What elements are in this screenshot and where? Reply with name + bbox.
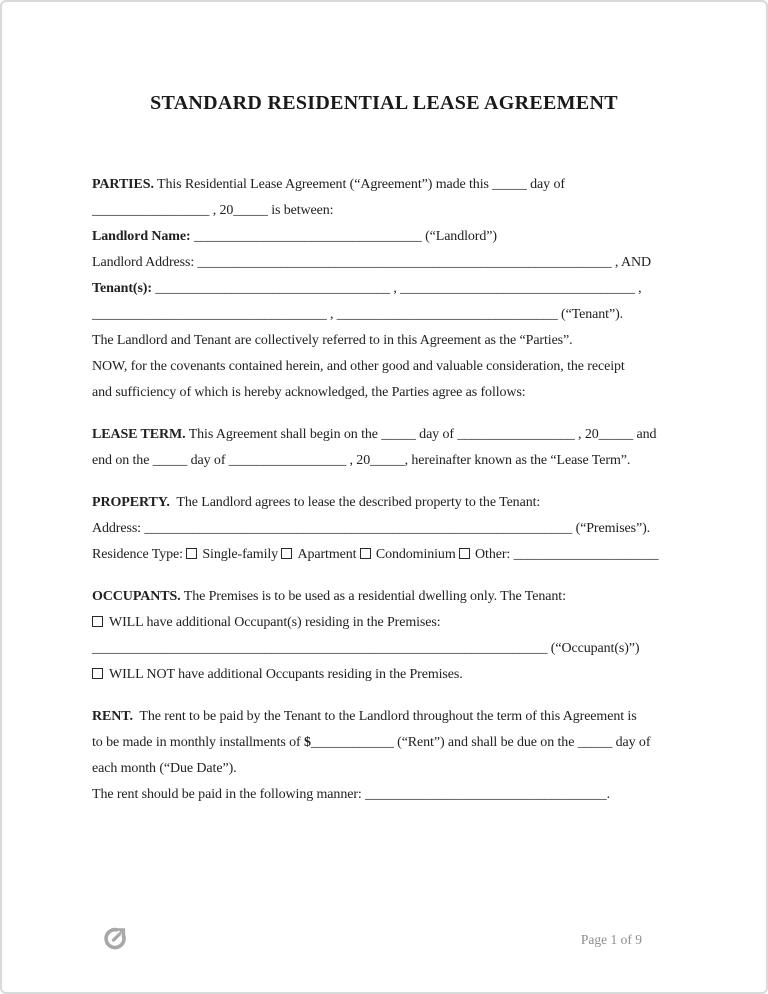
section-parties — [92, 172, 676, 406]
landlord-name-line — [92, 224, 676, 250]
section-property — [92, 490, 676, 568]
occupants-blank-line: __________________________________________________________________ (“Occupant(s)”) — [92, 641, 640, 656]
landlord-name-label: Landlord Name: — [92, 229, 191, 244]
section-occupants — [92, 584, 676, 688]
rent-heading: RENT. — [92, 709, 133, 724]
residence-option-other: Other: — [475, 547, 511, 562]
rent-line1 — [92, 704, 676, 730]
section-rent — [92, 704, 676, 808]
section-lease-term — [92, 422, 676, 474]
page-number: Page 1 of 9 — [580, 932, 642, 947]
property-heading: PROPERTY. — [92, 495, 170, 510]
rent-dollar-sign: $ — [304, 735, 311, 750]
tenants-line2: __________________________________ , ________________________________ (“Tenant”). — [92, 307, 624, 322]
property-line1 — [92, 490, 676, 516]
checkbox-single-family[interactable] — [186, 548, 197, 559]
landlord-address-line: Landlord Address: ____________________________________________________________ , AND — [92, 255, 651, 270]
checkbox-will-not-occupants[interactable] — [92, 668, 103, 679]
residence-option-apartment: Apartment — [297, 547, 360, 562]
checkbox-other[interactable] — [459, 548, 470, 559]
checkbox-apartment[interactable] — [281, 548, 292, 559]
eforms-logo-icon — [102, 924, 128, 952]
checkbox-condominium[interactable] — [360, 548, 371, 559]
parties-intro-text: This Residential Lease Agreement (“Agreement”) made this _____ day of — [153, 177, 565, 192]
residence-type-line — [92, 542, 676, 568]
residence-type-label: Residence Type: — [92, 547, 187, 562]
occupants-will-not-line — [92, 662, 676, 688]
lease-term-heading: LEASE TERM. — [92, 427, 186, 442]
parties-intro-line2: _________________ , 20_____ is between: — [92, 203, 334, 218]
occupants-will-not-text: WILL NOT have additional Occupants residing in the Premises. — [109, 667, 463, 682]
parties-covenant-line1: NOW, for the covenants contained herein, and other good and valuable consideration, the receipt — [92, 359, 625, 374]
rent-line3: each month (“Due Date”). — [92, 761, 237, 776]
residence-other-blank: _____________________ — [510, 547, 659, 562]
rent-amount-blank: ____________ — [310, 735, 394, 750]
occupants-will-line — [92, 610, 676, 636]
residence-option-condominium: Condominium — [375, 547, 460, 562]
occupants-line1 — [92, 584, 676, 610]
property-text1: The Landlord agrees to lease the described property to the Tenant: — [169, 495, 541, 510]
tenants-label: Tenant(s): — [92, 281, 152, 296]
tenants-line1 — [92, 276, 676, 302]
document-title: STANDARD RESIDENTIAL LEASE AGREEMENT — [150, 92, 618, 114]
occupants-will-text: WILL have additional Occupant(s) residing in the Premises: — [109, 615, 441, 630]
rent-line2 — [92, 730, 676, 756]
tenants-blank-1: __________________________________ , __________________________________ , — [151, 281, 642, 296]
parties-intro-line1 — [92, 172, 676, 198]
property-address-line: Address: ______________________________________________________________ (“Premises”). — [92, 521, 651, 536]
occupants-heading: OCCUPANTS. — [92, 589, 181, 604]
lease-term-line1 — [92, 422, 676, 448]
rent-due-text: (“Rent”) and shall be due on the _____ day of — [393, 735, 651, 750]
parties-collective-note: The Landlord and Tenant are collectively referred to in this Agreement as the “Parties”. — [92, 333, 573, 348]
lease-term-line2: end on the _____ day of _________________ , 20_____, hereinafter known as the “Lease Term”. — [92, 453, 631, 468]
rent-installments-text: to be made in monthly installments of — [92, 735, 305, 750]
parties-heading: PARTIES. — [92, 177, 154, 192]
parties-covenant-line2: and sufficiency of which is hereby acknowledged, the Parties agree as follows: — [92, 385, 526, 400]
rent-text1: The rent to be paid by the Tenant to the Landlord throughout the term of this Agreement is — [132, 709, 637, 724]
checkbox-will-occupants[interactable] — [92, 616, 103, 627]
landlord-name-blank: _________________________________ (“Landlord”) — [190, 229, 497, 244]
residence-option-single-family: Single-family — [202, 547, 282, 562]
occupants-text1: The Premises is to be used as a residential dwelling only. The Tenant: — [180, 589, 566, 604]
rent-manner-line: The rent should be paid in the following manner: ___________________________________. — [92, 787, 610, 802]
lease-term-text1: This Agreement shall begin on the _____ day of _________________ , 20_____ and — [185, 427, 657, 442]
